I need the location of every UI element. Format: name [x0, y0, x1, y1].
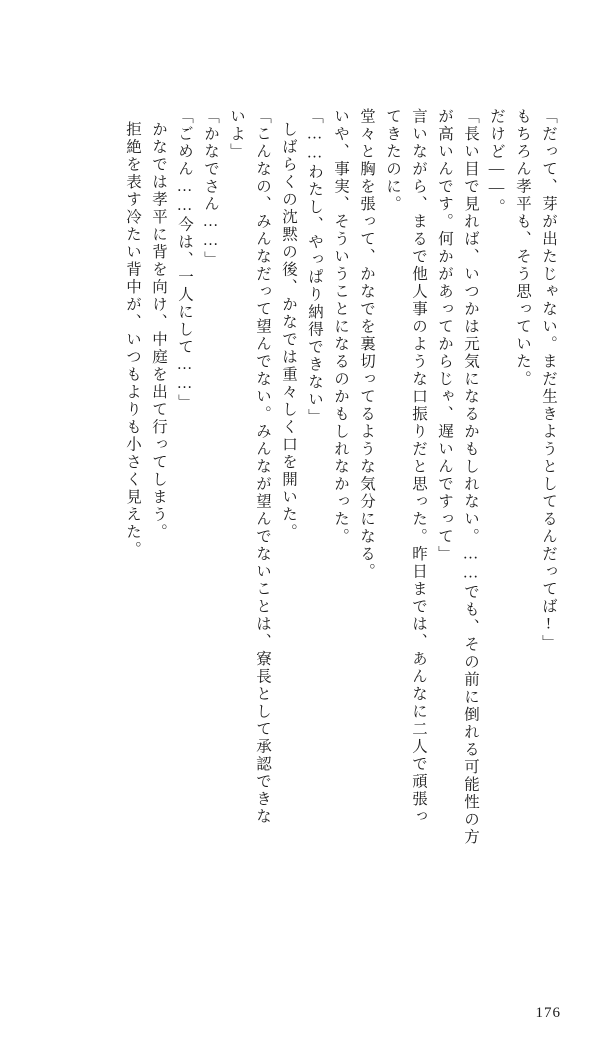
text-line: 「だって、芽が出たじゃない。まだ生きようとしてるんだってば!」 [540, 108, 557, 652]
text-line: いよ」 [228, 108, 245, 161]
text-line: 「こんなの、みんなだって望んでない。みんなが望んでないことは、寮長として承認できな [254, 108, 271, 826]
text-line: もちろん孝平も、そう思っていた。 [514, 108, 531, 388]
text-line: いや、事実、そういうことになるのかもしれなかった。 [332, 108, 349, 546]
text-line: 言いながら、まるで他人事のような口振りだと思った。昨日までは、あんなに二人で頑張っ [410, 108, 427, 826]
text-line: てきたのに。 [384, 108, 401, 213]
text-line: 「長い目で見れば、いつかは元気になるかもしれない。……でも、その前に倒れる可能性の方 [462, 108, 479, 846]
text-line: が高いんです。何かがあってからじゃ、遅いんですって」 [436, 108, 453, 563]
text-line: かなでは孝平に背を向け、中庭を出て行ってしまう。 [150, 121, 167, 541]
vertical-text-body [52, 108, 561, 970]
text-line: 「ごめん……今は、一人にして……」 [176, 108, 193, 412]
text-line: 拒絶を表す冷たい背中が、いつもよりも小さく見えた。 [124, 121, 141, 559]
text-line: しばらくの沈黙の後、かなでは重々しく口を開いた。 [280, 121, 297, 541]
text-line: 「……わたし、やっぱり納得できない」 [306, 108, 323, 426]
page-number: 176 [535, 1005, 561, 1021]
text-line: 堂々と胸を張って、かなでを裏切ってるような気分になる。 [358, 108, 375, 581]
text-line: だけど――。 [488, 108, 505, 216]
text-line: 「かなでさん……」 [202, 108, 219, 269]
